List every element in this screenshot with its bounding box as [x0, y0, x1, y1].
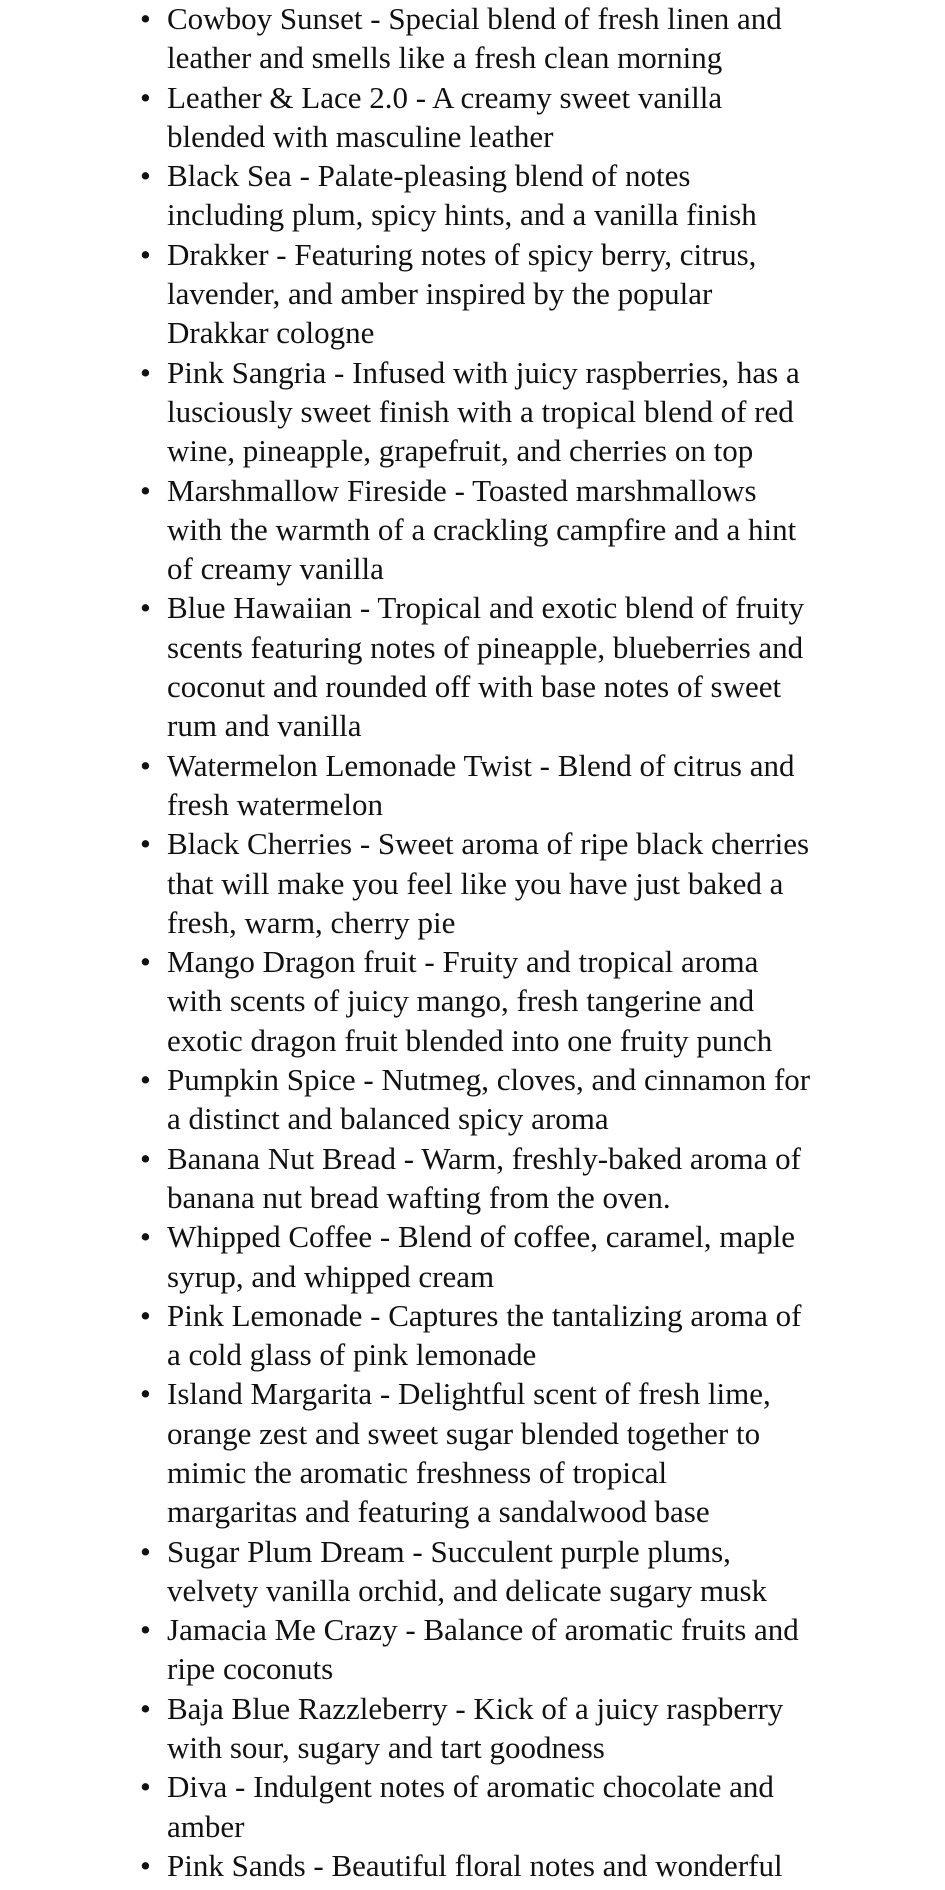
- scent-description-line: banana nut bread wafting from the oven.: [167, 1179, 671, 1215]
- scent-description-line: Watermelon Lemonade Twist - Blend of citrus and: [167, 747, 795, 783]
- scent-description-line: Banana Nut Bread - Warm, freshly-baked aroma of: [167, 1140, 801, 1176]
- scent-description-line: wine, pineapple, grapefruit, and cherries on top: [167, 433, 754, 469]
- scent-item: [140, 235, 880, 353]
- scent-item: [140, 471, 880, 589]
- bullet-marker: •: [140, 1, 151, 36]
- scent-description-line: Marshmallow Fireside - Toasted marshmallows: [167, 472, 757, 508]
- scent-item: [140, 942, 880, 1060]
- scent-description-line: a cold glass of pink lemonade: [167, 1337, 537, 1373]
- scent-description-line: Pink Lemonade - Captures the tantalizing aroma of: [167, 1297, 802, 1333]
- bullet-marker: •: [140, 1219, 151, 1255]
- scent-description-line: blended with masculine leather: [167, 118, 554, 154]
- bullet-marker: •: [140, 1690, 151, 1726]
- scent-description-line: mimic the aromatic freshness of tropical: [167, 1454, 668, 1490]
- scent-description-line: ripe coconuts: [167, 1651, 334, 1687]
- scent-item: [140, 1532, 880, 1611]
- scent-item: [140, 1139, 880, 1218]
- scent-description-line: that will make you feel like you have just baked a: [167, 865, 784, 901]
- bullet-marker: •: [140, 1062, 151, 1098]
- scent-description-line: a distinct and balanced spicy aroma: [167, 1101, 609, 1137]
- scent-description-line: orange zest and sweet sugar blended together to: [167, 1415, 761, 1451]
- scent-description-line: Pink Sangria - Infused with juicy raspberries, has a: [167, 354, 800, 390]
- scent-description-line: Drakker - Featuring notes of spicy berry, citrus,: [167, 236, 757, 272]
- scent-item: [140, 1217, 880, 1296]
- scent-item: [140, 1610, 880, 1689]
- scent-item: [140, 588, 880, 745]
- scent-item: [140, 1689, 880, 1768]
- scent-description-line: Sugar Plum Dream - Succulent purple plums,: [167, 1533, 731, 1569]
- scent-item: [140, 353, 880, 471]
- scent-description-line: Island Margarita - Delightful scent of fresh lime,: [167, 1376, 771, 1412]
- scent-description-line: with scents of juicy mango, fresh tangerine and: [167, 983, 755, 1019]
- scent-description-line: lusciously sweet finish with a tropical blend of red: [167, 393, 794, 429]
- scent-description-line: Jamacia Me Crazy - Balance of aromatic fruits and: [167, 1612, 799, 1648]
- scent-description-line: velvety vanilla orchid, and delicate sugary musk: [167, 1572, 768, 1608]
- scent-description-line: with the warmth of a crackling campfire and a hint: [167, 511, 797, 547]
- scent-description-line: fresh, warm, cherry pie: [167, 904, 456, 940]
- scent-item: [140, 1374, 880, 1531]
- scent-description-line: including plum, spicy hints, and a vanilla finish: [167, 197, 757, 233]
- scent-description-line: Pink Sands - Beautiful floral notes and wonderful: [167, 1847, 783, 1883]
- scent-description-line: Cowboy Sunset - Special blend of fresh linen and: [167, 1, 782, 36]
- scent-description-line: margaritas and featuring a sandalwood base: [167, 1494, 710, 1530]
- scent-description-line: scents featuring notes of pineapple, blueberries and: [167, 629, 804, 665]
- bullet-marker: •: [140, 826, 151, 862]
- scent-item: [140, 1296, 880, 1375]
- scent-item: [140, 156, 880, 235]
- scent-item: [140, 1767, 880, 1846]
- bullet-marker: •: [140, 1297, 151, 1333]
- scent-description-line: coconut and rounded off with base notes of sweet: [167, 669, 782, 705]
- scent-description-line: Whipped Coffee - Blend of coffee, caramel, maple: [167, 1219, 796, 1255]
- scent-description-line: Leather & Lace 2.0 - A creamy sweet vanilla: [167, 79, 723, 115]
- bullet-marker: •: [140, 1769, 151, 1805]
- scent-item: [140, 1060, 880, 1139]
- scent-item: [140, 0, 880, 78]
- bullet-marker: •: [140, 79, 151, 115]
- bullet-marker: •: [140, 1140, 151, 1176]
- scent-description-line: Black Cherries - Sweet aroma of ripe black cherries: [167, 826, 810, 862]
- scent-item: [140, 824, 880, 942]
- scent-description-line: leather and smells like a fresh clean morning: [167, 40, 723, 76]
- scent-description-line: of creamy vanilla: [167, 551, 384, 587]
- scent-description-line: syrup, and whipped cream: [167, 1258, 495, 1294]
- scent-description-line: Drakkar cologne: [167, 315, 375, 351]
- scent-description-line: lavender, and amber inspired by the popular: [167, 276, 713, 312]
- scent-item: [140, 746, 880, 825]
- scent-description-line: amber: [167, 1808, 245, 1844]
- bullet-marker: •: [140, 1612, 151, 1648]
- scent-description-line: Black Sea - Palate-pleasing blend of notes: [167, 158, 691, 194]
- scent-description-line: Diva - Indulgent notes of aromatic chocolate and: [167, 1769, 774, 1805]
- scent-description-line: Mango Dragon fruit - Fruity and tropical aroma: [167, 944, 759, 980]
- bullet-marker: •: [140, 354, 151, 390]
- scent-description-line: rum and vanilla: [167, 708, 362, 744]
- bullet-marker: •: [140, 472, 151, 508]
- scent-description-line: fresh watermelon: [167, 786, 384, 822]
- scent-item: [140, 1846, 880, 1885]
- bullet-marker: •: [140, 590, 151, 626]
- bullet-marker: •: [140, 944, 151, 980]
- scent-description-line: Blue Hawaiian - Tropical and exotic blend of fruity: [167, 590, 805, 626]
- scent-item: [140, 78, 880, 157]
- scent-description-line: Baja Blue Razzleberry - Kick of a juicy raspberry: [167, 1690, 784, 1726]
- scent-list: [140, 0, 880, 1885]
- scent-description-line: exotic dragon fruit blended into one fruity punch: [167, 1022, 773, 1058]
- bullet-marker: •: [140, 1533, 151, 1569]
- scent-description-line: with sour, sugary and tart goodness: [167, 1730, 605, 1766]
- bullet-marker: •: [140, 747, 151, 783]
- bullet-marker: •: [140, 236, 151, 272]
- bullet-marker: •: [140, 1376, 151, 1412]
- bullet-marker: •: [140, 1847, 151, 1883]
- bullet-marker: •: [140, 158, 151, 194]
- scent-description-line: Pumpkin Spice - Nutmeg, cloves, and cinnamon for: [167, 1062, 811, 1098]
